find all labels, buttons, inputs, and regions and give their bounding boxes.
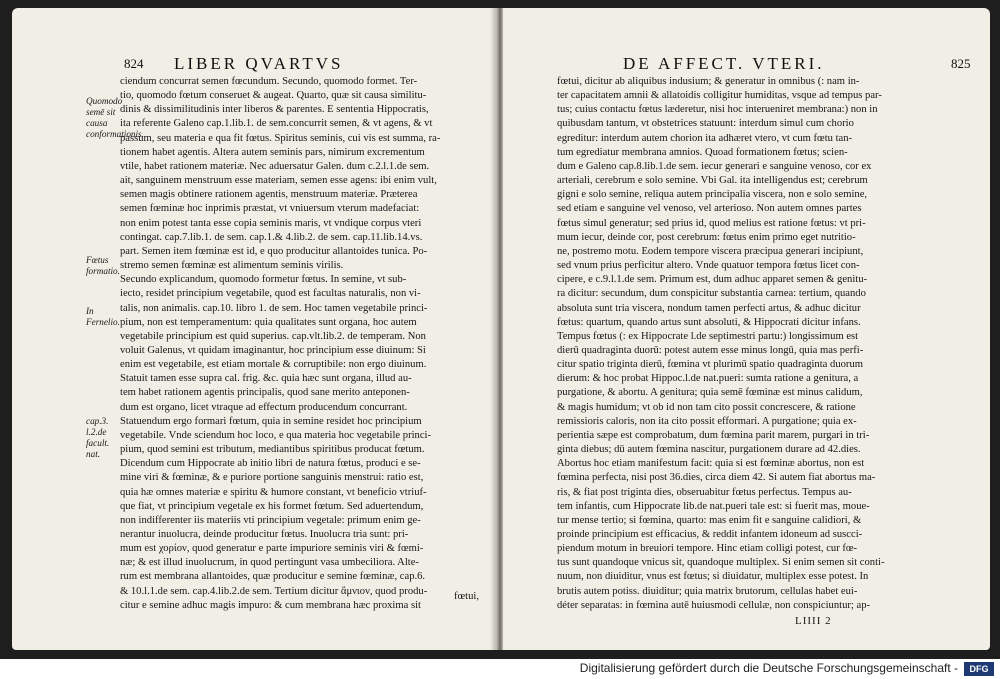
- text-line: tio, quomodo fœtum conseruet & augeat. Quarto, quæ sit causa similitu-: [120, 90, 427, 102]
- text-line: fœtui, dicitur ab aliquibus indusium; & generatur in omnibus (: nam in-: [557, 76, 860, 87]
- text-line: contingat. cap.7.lib.1. de sem. cap.1.& 4.lib.2. de sem. cap.11.lib.14.vs.: [120, 231, 423, 243]
- text-line: proinde principium est efficacius, & reddit infantem idoneum ad suscci-: [557, 529, 863, 540]
- text-line: Tempus fœtus (: ex Hippocrate l.de septimestri partu:) longissimum est: [557, 330, 859, 342]
- dfg-logo: DFG: [964, 662, 994, 676]
- text-line: Statuit tamen esse supra cal. frig. &c. quia hæc sunt organa, illud au-: [120, 373, 412, 385]
- margin-note: Fœtus formatio.: [86, 255, 120, 276]
- signature-mark: LIIII 2: [795, 615, 832, 627]
- funding-credit: Digitalisierung gefördert durch die Deutsche Forschungsgemeinschaft -: [579, 661, 958, 675]
- text-line: purgatione, & abortu. A genitura; quia semē fœminæ est minus calidum,: [557, 387, 863, 399]
- margin-note: In Fernelio.: [86, 306, 120, 327]
- text-line: dinis & dissimilitudinis inter liberos & parentes. E sententia Hippocratis,: [120, 104, 429, 116]
- text-line: citur spatio triginta dierū, fœmina vt plurimū spatio quadraginta duorum: [557, 359, 863, 371]
- page-number-left: 824: [124, 56, 144, 71]
- text-line: enim est vegetabile, est etiam mortale & corruptibile: non ergo diuinum.: [120, 359, 427, 371]
- text-line: sed vnum prius perficitur altero. Vnde quatuor tempora fœtus licet con-: [557, 260, 860, 272]
- right-page: [503, 8, 990, 650]
- text-line: egreditur: interdum autem chorion ita adhæret vtero, vt cum fœtu tan-: [557, 132, 853, 144]
- text-line: Statuendum ergo formari fœtum, quia in semine residet hoc principium: [120, 415, 422, 427]
- text-line: brutis autem potiss. diuiditur; quia matrix brutorum, cellulas habet eui-: [557, 585, 858, 597]
- text-line: ne, postremo motu. Eodem tempore viscera præcipua generari incipiunt,: [557, 245, 864, 257]
- text-line: tum egrediatur membrana amnios. Quoad formationem fœtus; scien-: [557, 146, 848, 158]
- running-head-right: DE AFFECT. VTERI.: [623, 54, 825, 73]
- running-head-left: LIBER QVARTVS: [174, 54, 344, 73]
- text-line: absoluta sunt tria viscera, nondum tamen perfecti artus, & adhuc dicitur: [557, 302, 861, 314]
- text-line: vegetabile principium est quid superius. cap.vlt.lib.2. de temperam. Non: [120, 330, 426, 342]
- text-line: stremo semen fœminæ est alimentum seminis virilis.: [120, 260, 344, 272]
- text-line: semen fœminæ hoc inprimis præstat, vt vniuersum vterum madefaciat:: [120, 203, 420, 215]
- text-line: iecto, residet principium vegetabile, quod est facultas naturalis, non vi-: [120, 288, 421, 300]
- text-line: Abortus hoc etiam manifestum facit: quia si est fœminæ abortus, non est: [557, 458, 865, 470]
- text-line: vtile, habet rationem materiæ. Nec aduersatur Galen. dum c.2.l.1.de sem.: [120, 160, 430, 172]
- text-line: tur mense tertio; si fœmina, quarto: mas enim fit e sanguine calidiori, &: [557, 514, 862, 526]
- text-line: non indifferenter iis materiis vti principium vegetale: primum enim ge-: [120, 514, 421, 526]
- text-line: mum iecur, deinde cor, post cerebrum: fœtus enim primo eget nutritio-: [557, 231, 856, 243]
- text-line: ra dicitur: secundum, dum conspicitur substantia carnea: tertium, quando: [557, 288, 866, 300]
- text-line: perientia sæpe est comprobatum, dum fœmina parit marem, purgari in tri-: [557, 429, 870, 441]
- text-line: fœmina perfecta, nisi post 36.dies, circa diem 42. Si autem fiat abortus ma-: [557, 472, 876, 484]
- footer-bar: [0, 659, 1000, 679]
- text-line: fœtus simul generatur; sed prius id, quod melius est ratione fœtus: vt pri-: [557, 217, 866, 229]
- text-line: quia hæ omnes materiæ e spiritu & humore constant, vt beneficio vtriuf-: [120, 486, 427, 498]
- page-number-right: 825: [951, 56, 971, 71]
- text-line: nerantur inuolucra, deinde producitur fœtus. Inuolucra tria sunt: pri-: [120, 529, 409, 540]
- text-line: tionem habet agentis. Altera autem seminis pars, nimirum excrementum: [120, 146, 425, 158]
- text-line: arteriali, cerebrum e solo semine. Vbi Gal. ita intelligendus est; cerebrum: [557, 175, 868, 187]
- text-line: rum est membrana allantoides, quæ producitur e semine fœminæ, cap.6.: [120, 571, 426, 583]
- text-line: fœtus: quartum, quando artus sunt absoluti, & Hippocrati dicitur infans.: [557, 316, 861, 328]
- text-line: & magis humidum; vt ob id non tam cito possit concrescere, & ratione: [557, 401, 856, 413]
- text-line: passum, seu materia e qua fit fœtus. Spiritus seminis, cui vis est summa, ra-: [120, 132, 441, 144]
- text-line: ciendum concurrat semen fœcundum. Secundo, quomodo formet. Ter-: [120, 76, 418, 87]
- text-line: piendum motum in breuiori tempore. Hinc etiam colligi potest, cur fœ-: [557, 543, 858, 555]
- text-line: voluit Galenus, vt quidam imaginantur, hoc principium esse diuinum: Si: [120, 344, 426, 356]
- text-line: Dicendum cum Hippocrate ab initio libri de natura fœtus, produci e se-: [120, 458, 421, 470]
- text-line: næ; & est illud inuolucrum, in quod pertingunt vasa umbeciliora. Alte-: [120, 557, 419, 569]
- text-line: pium, quod semini est tributum, mediantibus spiritibus producat fœtum.: [120, 444, 425, 456]
- text-line: que fiat, vt principium vegetale ex his formet fœtum. Sed aduertendum,: [120, 500, 424, 512]
- text-line: remissioris caloris, non ita cito possit efformari. A purgatione; quia ex-: [557, 415, 857, 427]
- text-line: vegetabile. Vnde sciendum hoc loco, e qua materia hoc vegetabile princi-: [120, 429, 432, 441]
- text-line: gigni e solo semine, reliqua autem principalia viscera, non e solo semine,: [557, 189, 868, 201]
- text-line: ait, sanguinem menstruum esse materiam, semen esse agens: ibi enim vult,: [120, 175, 437, 187]
- margin-note: cap.3. l.2.de facult. nat.: [86, 416, 110, 459]
- text-line: tem habet rationem agentis principalis, quod sane merito anteponen-: [120, 387, 410, 399]
- text-line: dierū quadraginta duorū: potest autem esse minus longū, quia mas perfi-: [557, 344, 864, 356]
- text-line: Secundo explicandum, quomodo formetur fœtus. In semine, vt sub-: [120, 274, 407, 286]
- left-page: [12, 8, 497, 650]
- text-line: ginta diebus; dū autem fœmina nascitur, purgationem durare ad 42.dies.: [557, 444, 861, 456]
- body-text-left: [120, 75, 482, 613]
- text-line: sed etiam e sanguine vel venoso, vel arterioso. Non autem omnes partes: [557, 203, 862, 215]
- text-line: ris, & fiat post triginta dies, obseruabitur fœtus perfectus. Tempus au-: [557, 486, 852, 498]
- text-line: mum est χορίον, quod generatur e parte impuriore seminis viri & fœmi-: [120, 543, 424, 555]
- text-line: mine viri & fœminæ, & e puriore portione sanguinis menstrui: ratio est,: [120, 472, 424, 484]
- text-line: nuum, non diuiditur, vnus est fœtus; si diuidatur, multiplex esse potest. In: [557, 571, 869, 583]
- text-line: dierum: & hoc probat Hippoc.l.de nat.pueri: sumta ratione a genitura, a: [557, 373, 859, 385]
- text-line: ita referente Galeno cap.1.lib.1. de sem.concurrit semen, & vt agens, & vt: [120, 118, 433, 130]
- text-line: & 10.l.1.de sem. cap.4.lib.2.de sem. Tertium dicitur ἄμνιον, quod produ-: [120, 585, 428, 597]
- text-line: pium, non est temperamentum: quia qualitates sunt organa, hoc autem: [120, 316, 417, 328]
- text-line: tus; cuius contactu fœtus læderetur, nisi hoc interueniret membrana:) non in: [557, 104, 878, 116]
- text-line: déter separatas: in fœmina autē huiusmodi cellulæ, non conspiciuntur; ap-: [557, 599, 871, 611]
- margin-note: Quomodo semē sit causa conformationis.: [86, 96, 144, 139]
- text-line: talis, non animalis. cap.10. libro 1. de sem. Hoc tamen vegetabile princi-: [120, 302, 428, 314]
- text-line: non enim potest tanta esse copia seminis maris, vt vndique corpus vteri: [120, 217, 422, 229]
- text-line: tus sunt quandoque vnicus sit, quandoque multiplex. Si enim semen sit conti-: [557, 557, 885, 569]
- text-line: dum e Galeno cap.8.lib.1.de sem. iecur generari e sanguine venoso, cor ex: [557, 160, 872, 172]
- body-text-right: [557, 75, 937, 613]
- text-line: semen magis obtinere rationem agentis, menstruum materiæ. Præterea: [120, 189, 418, 201]
- catchword: fœtui,: [454, 591, 480, 602]
- text-line: part. Semen item fœminæ est id, e quo producitur allantoides tunica. Po-: [120, 245, 428, 257]
- text-line: citur e semine adhuc magis impuro: & cum membrana hæc proxima sit: [120, 599, 421, 611]
- text-line: tem infantis, cum Hippocrate lib.de nat.pueri tale est: si fuerit mas, moue-: [557, 500, 870, 512]
- text-line: cipere, e c.9.l.1.de sem. Primum est, dum adhuc apparet semen & genitu-: [557, 274, 868, 286]
- text-line: ter capacitatem amnii & allatoidis colligitur humiditas, vsque ad tempus par-: [557, 90, 882, 102]
- text-line: dum est organo, licet vtraque ad effectum producendum concurrant.: [120, 401, 408, 413]
- text-line: quibusdam tantum, vt obstetrices statuunt: interdum simul cum chorio: [557, 118, 854, 130]
